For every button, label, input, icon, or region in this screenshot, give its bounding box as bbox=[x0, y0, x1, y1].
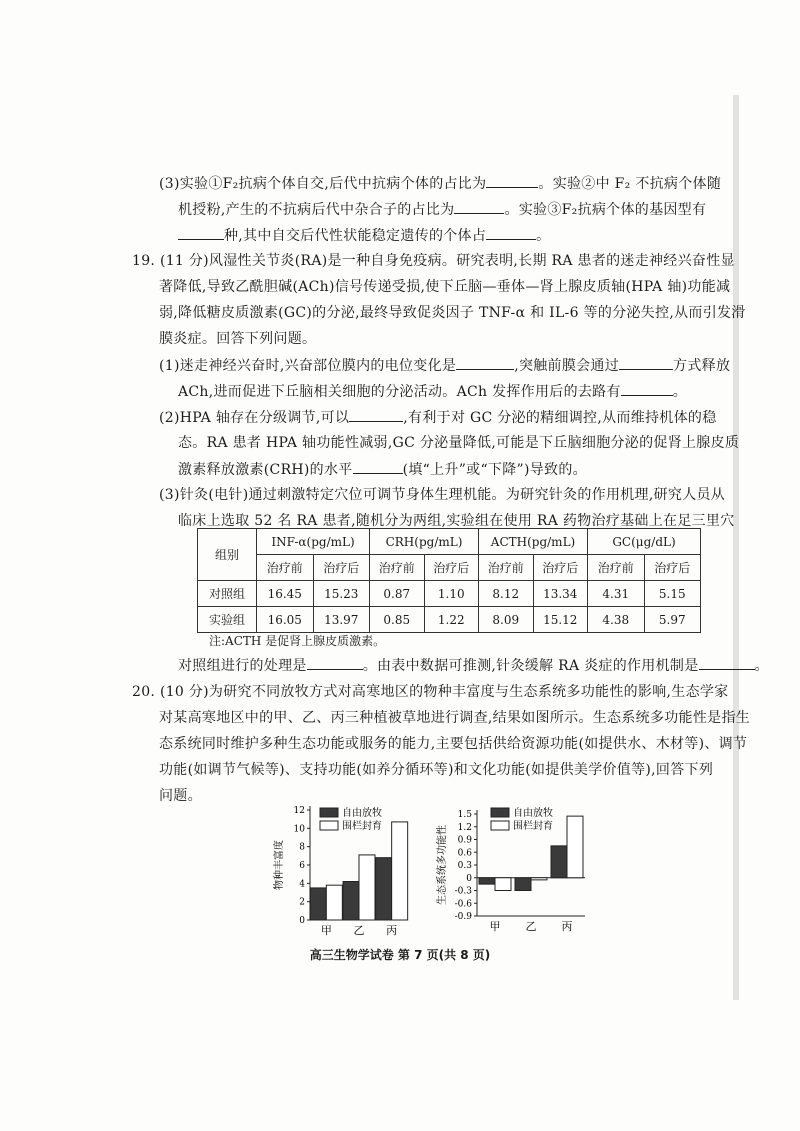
table-cell: 4.31 bbox=[588, 581, 645, 607]
data-table bbox=[197, 528, 701, 633]
q18-part3-line3 bbox=[178, 225, 550, 246]
y-axis-label: 生态系统多功能性 bbox=[437, 825, 448, 905]
q19-line4: 膜炎症。回答下列问题。 bbox=[159, 331, 317, 347]
table-row-label: 对照组 bbox=[198, 581, 257, 607]
q19-part3-line2: 临床上选取 52 名 RA 患者,随机分为两组,实验组在使用 RA 药物治疗基础上在足三里穴 bbox=[178, 513, 735, 529]
bar bbox=[359, 855, 375, 920]
legend-swatch bbox=[320, 808, 338, 817]
y-tick-label: -0.9 bbox=[454, 912, 472, 922]
text: (3)实验①F₂抗病个体自交,后代中抗病个体的占比为 bbox=[159, 176, 487, 192]
y-tick-label: -0.6 bbox=[454, 899, 472, 910]
text: 。 bbox=[536, 228, 551, 244]
answer-blank[interactable] bbox=[178, 225, 224, 240]
text: 种,其中自交后代性状能稳定遗传的个体占 bbox=[224, 228, 487, 244]
table-note: 注:ACTH 是促肾上腺皮质激素。 bbox=[209, 634, 386, 648]
table-subheader: 治疗后 bbox=[424, 555, 479, 581]
q19-line3: 弱,降低糖皮质激素(GC)的分泌,最终导致促炎因子 TNF-α 和 IL-6 等的分泌失控,从而引发滑 bbox=[159, 305, 746, 321]
x-tick-label: 乙 bbox=[353, 924, 365, 937]
page-edge bbox=[733, 95, 739, 1000]
answer-blank[interactable] bbox=[353, 459, 403, 474]
bar bbox=[531, 878, 547, 880]
answer-blank[interactable] bbox=[699, 655, 755, 670]
table-header-measure: GC(μg/dL) bbox=[588, 529, 701, 555]
question-number: 20. bbox=[132, 684, 156, 700]
table-subheader: 治疗后 bbox=[313, 555, 370, 581]
bar bbox=[376, 858, 392, 920]
answer-blank[interactable] bbox=[349, 407, 403, 422]
q19-part1-line2 bbox=[178, 381, 687, 402]
text: (2)HPA 轴存在分级调节,可以 bbox=[159, 410, 350, 426]
bar bbox=[326, 885, 342, 920]
q19-part2-line3 bbox=[178, 459, 587, 480]
legend-label: 自由放牧 bbox=[513, 808, 553, 819]
table-subheader: 治疗前 bbox=[370, 555, 425, 581]
table-cell: 1.10 bbox=[424, 581, 479, 607]
table-cell: 0.85 bbox=[370, 607, 425, 633]
table-subheader-row bbox=[198, 555, 701, 581]
table-subheader: 治疗后 bbox=[533, 555, 588, 581]
text: 方式释放 bbox=[673, 358, 731, 374]
y-tick-label: 6 bbox=[299, 861, 305, 871]
bar bbox=[310, 888, 326, 920]
table-header-measure: INF-α(pg/mL) bbox=[257, 529, 370, 555]
bar bbox=[495, 878, 511, 891]
table-header-measure: ACTH(pg/mL) bbox=[479, 529, 588, 555]
text: 对照组进行的处理是 bbox=[178, 658, 307, 674]
text: 机授粉,产生的不抗病后代中杂合子的占比为 bbox=[178, 202, 455, 218]
table-row-label: 实验组 bbox=[198, 607, 257, 633]
table-cell: 15.12 bbox=[533, 607, 588, 633]
table-row bbox=[198, 581, 701, 607]
y-tick-label: 4 bbox=[299, 879, 305, 890]
table-cell: 5.15 bbox=[644, 581, 701, 607]
q20-line2: 对某高寒地区中的甲、乙、丙三种植被草地进行调查,结果如图所示。生态系统多功能性是指生 bbox=[159, 710, 751, 726]
answer-blank[interactable] bbox=[456, 355, 514, 370]
text: (1)迷走神经兴奋时,兴奋部位膜内的电位变化是 bbox=[159, 358, 457, 374]
table-cell: 5.97 bbox=[644, 607, 701, 633]
bar bbox=[551, 846, 567, 878]
bar bbox=[567, 816, 583, 878]
y-tick-label: 1.2 bbox=[457, 822, 472, 833]
text: (11 分)风湿性关节炎(RA)是一种自身免疫病。研究表明,长期 RA 患者的迷走神经兴奋性显 bbox=[159, 253, 735, 269]
text: (填“上升”或“下降”)导致的。 bbox=[402, 462, 587, 478]
table-subheader: 治疗后 bbox=[644, 555, 701, 581]
legend-swatch bbox=[491, 808, 509, 817]
x-tick-label: 甲 bbox=[489, 920, 501, 933]
x-tick-label: 丙 bbox=[386, 924, 398, 937]
legend-swatch bbox=[320, 821, 338, 830]
answer-blank[interactable] bbox=[454, 199, 504, 214]
y-tick-label: 10 bbox=[293, 824, 305, 835]
y-tick-label: 8 bbox=[299, 842, 305, 853]
ecosystem-multifunctionality-chart bbox=[435, 800, 595, 940]
q18-part3-line2 bbox=[178, 199, 706, 220]
page-footer: 高三生物学试卷 第 7 页(共 8 页) bbox=[309, 948, 491, 962]
table-subheader: 治疗前 bbox=[257, 555, 314, 581]
y-tick-label: 0.6 bbox=[457, 848, 472, 859]
x-tick-label: 乙 bbox=[525, 920, 537, 933]
x-tick-label: 丙 bbox=[561, 920, 573, 933]
text: 。由表中数据可推测,针灸缓解 RA 炎症的作用机制是 bbox=[362, 658, 699, 674]
text: ACh,进而促进下丘脑相关细胞的分泌活动。ACh 发挥作用后的去路有 bbox=[178, 384, 621, 400]
bar bbox=[515, 878, 531, 891]
table-cell: 16.45 bbox=[257, 581, 314, 607]
table-header-row bbox=[198, 529, 701, 555]
x-tick-label: 甲 bbox=[320, 924, 332, 937]
q19-part1-line1 bbox=[159, 355, 730, 376]
q20-line5: 问题。 bbox=[159, 788, 202, 804]
y-tick-label: 0 bbox=[466, 873, 472, 884]
q20-line1 bbox=[132, 682, 728, 702]
y-tick-label: 0.3 bbox=[457, 861, 472, 871]
text: 。实验②中 F₂ 不抗病个体随 bbox=[538, 176, 722, 192]
bar bbox=[343, 882, 359, 921]
y-tick-label: 0 bbox=[299, 916, 305, 926]
q18-part3-line1 bbox=[159, 173, 721, 194]
table-cell: 0.87 bbox=[370, 581, 425, 607]
y-axis-label: 物种丰富度 bbox=[274, 840, 285, 890]
table-cell: 8.12 bbox=[479, 581, 534, 607]
q20-line3: 态系统同时维护多种生态功能或服务的能力,主要包括供给资源功能(如提供水、木材等)、调节 bbox=[159, 736, 748, 752]
table-cell: 16.05 bbox=[257, 607, 314, 633]
text: ,突触前膜会通过 bbox=[514, 358, 620, 374]
legend-label: 自由放牧 bbox=[342, 808, 382, 819]
table-row bbox=[198, 607, 701, 633]
table-cell: 1.22 bbox=[424, 607, 479, 633]
table-header-group: 组别 bbox=[198, 529, 257, 581]
table-cell: 13.97 bbox=[313, 607, 370, 633]
q19-part2-line1 bbox=[159, 407, 717, 428]
legend-label: 围栏封育 bbox=[342, 821, 382, 832]
q19-line2: 著降低,导致乙酰胆碱(ACh)信号传递受损,使下丘脑—垂体—肾上腺皮质轴(HPA 轴)功能减 bbox=[159, 279, 731, 295]
text: 。 bbox=[754, 658, 769, 674]
bar bbox=[392, 822, 408, 920]
text: 。 bbox=[672, 384, 688, 400]
answer-blank[interactable] bbox=[486, 173, 538, 188]
text: 。实验③F₂抗病个体的基因型有 bbox=[504, 202, 707, 218]
legend-label: 围栏封育 bbox=[513, 821, 553, 832]
q19-part3-line1: (3)针灸(电针)通过刺激特定穴位可调节身体生理机能。为研究针灸的作用机理,研究人员从 bbox=[159, 487, 726, 503]
q20-line4: 功能(如调节气候等)、支持功能(如养分循环等)和文化功能(如提供美学价值等),回答下列 bbox=[159, 762, 714, 778]
text: 激素释放激素(CRH)的水平 bbox=[178, 462, 353, 478]
answer-blank[interactable] bbox=[307, 655, 363, 670]
y-tick-label: 0.9 bbox=[457, 835, 472, 846]
bar bbox=[479, 878, 495, 884]
answer-blank[interactable] bbox=[486, 225, 536, 240]
table-cell: 15.23 bbox=[313, 581, 370, 607]
answer-blank[interactable] bbox=[619, 355, 673, 370]
q19-line1 bbox=[132, 251, 735, 271]
text: (10 分)为研究不同放牧方式对高寒地区的物种丰富度与生态系统多功能性的影响,生态学家 bbox=[159, 684, 729, 700]
q19-part2-line2: 态。RA 患者 HPA 轴功能性减弱,GC 分泌量降低,可能是下丘脑细胞分泌的促肾上腺皮质 bbox=[178, 435, 740, 451]
question-number: 19. bbox=[132, 253, 156, 269]
table-subheader: 治疗前 bbox=[588, 555, 645, 581]
y-tick-label: 1.5 bbox=[457, 810, 472, 820]
y-tick-label: 12 bbox=[293, 806, 305, 816]
y-tick-label: -0.3 bbox=[454, 886, 472, 897]
legend-swatch bbox=[491, 821, 509, 830]
q19-last-line bbox=[178, 655, 769, 676]
species-richness-chart bbox=[270, 800, 420, 940]
text: ,有利于对 GC 分泌的精细调控,从而维持机体的稳 bbox=[403, 410, 717, 426]
y-tick-label: 2 bbox=[299, 897, 305, 908]
table-cell: 8.09 bbox=[479, 607, 534, 633]
table-subheader: 治疗前 bbox=[479, 555, 534, 581]
table-cell: 13.34 bbox=[533, 581, 588, 607]
table-header-measure: CRH(pg/mL) bbox=[370, 529, 479, 555]
table-cell: 4.38 bbox=[588, 607, 645, 633]
answer-blank[interactable] bbox=[621, 381, 673, 396]
